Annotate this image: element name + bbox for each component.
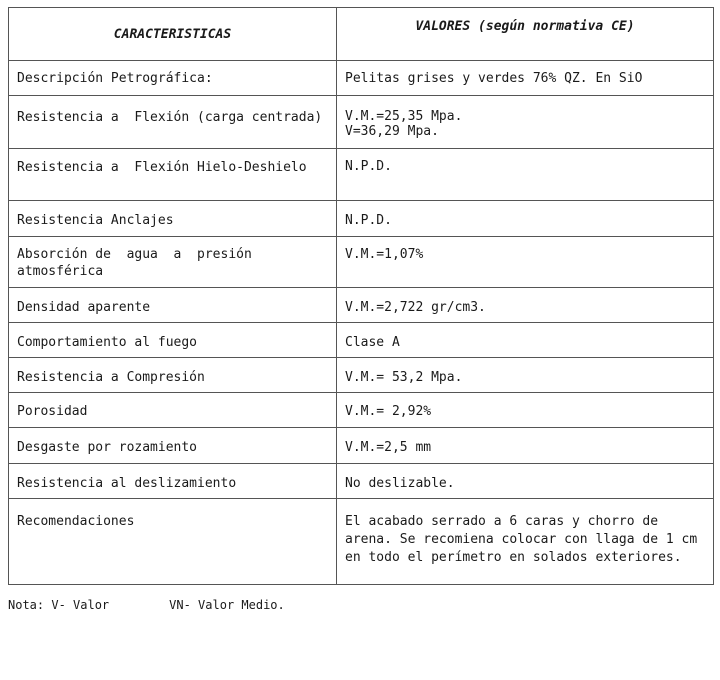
characteristic-cell: Resistencia a Flexión (carga centrada) bbox=[9, 96, 337, 149]
table-row bbox=[9, 499, 714, 585]
characteristic-cell: Resistencia Anclajes bbox=[9, 201, 337, 237]
table-row bbox=[9, 428, 714, 464]
characteristic-cell: Resistencia al deslizamiento bbox=[9, 464, 337, 499]
value-cell: No deslizable. bbox=[337, 464, 714, 499]
value-cell: V.M.=2,5 mm bbox=[337, 428, 714, 464]
characteristic-cell: Resistencia a Flexión Hielo-Deshielo bbox=[9, 149, 337, 201]
value-cell: V.M.=1,07% bbox=[337, 237, 714, 288]
value-cell: El acabado serrado a 6 caras y chorro de arena. Se recomiena colocar con llaga de 1 cm en todo el perímetro en solados exteriores. bbox=[337, 499, 714, 585]
value-cell: V.M.=25,35 Mpa. V=36,29 Mpa. bbox=[337, 96, 714, 149]
value-cell: N.P.D. bbox=[337, 201, 714, 237]
value-cell: Pelitas grises y verdes 76% QZ. En SiO bbox=[337, 61, 714, 96]
characteristic-cell: Comportamiento al fuego bbox=[9, 323, 337, 358]
characteristic-cell: Recomendaciones bbox=[9, 499, 337, 585]
note-text: Nota: V- Valor bbox=[8, 598, 110, 612]
characteristic-cell: Desgaste por rozamiento bbox=[9, 428, 337, 464]
table-row bbox=[9, 149, 714, 201]
footnote bbox=[8, 597, 285, 613]
value-cell: V.M.=2,722 gr/cm3. bbox=[337, 288, 714, 323]
table-row bbox=[9, 61, 714, 96]
value-cell: V.M.= 53,2 Mpa. bbox=[337, 358, 714, 393]
header-values: VALORES (según normativa CE) bbox=[337, 8, 714, 61]
characteristic-cell: Densidad aparente bbox=[9, 288, 337, 323]
table-row bbox=[9, 201, 714, 237]
table-row bbox=[9, 96, 714, 149]
value-cell: V.M.= 2,92% bbox=[337, 393, 714, 428]
value-cell: Clase A bbox=[337, 323, 714, 358]
characteristic-cell: Porosidad bbox=[9, 393, 337, 428]
table-row bbox=[9, 358, 714, 393]
characteristic-cell: Descripción Petrográfica: bbox=[9, 61, 337, 96]
characteristic-cell: Resistencia a Compresión bbox=[9, 358, 337, 393]
characteristic-cell: Absorción de agua a presión atmosférica bbox=[9, 237, 337, 288]
header-characteristics: CARACTERISTICAS bbox=[9, 8, 337, 61]
value-cell: N.P.D. bbox=[337, 149, 714, 201]
table-row bbox=[9, 464, 714, 499]
table-row bbox=[9, 288, 714, 323]
table-row bbox=[9, 323, 714, 358]
table-row bbox=[9, 237, 714, 288]
table-row bbox=[9, 393, 714, 428]
note-text-secondary: VN- Valor Medio. bbox=[169, 598, 285, 612]
specifications-table bbox=[8, 7, 714, 585]
table-header-row bbox=[9, 8, 714, 61]
